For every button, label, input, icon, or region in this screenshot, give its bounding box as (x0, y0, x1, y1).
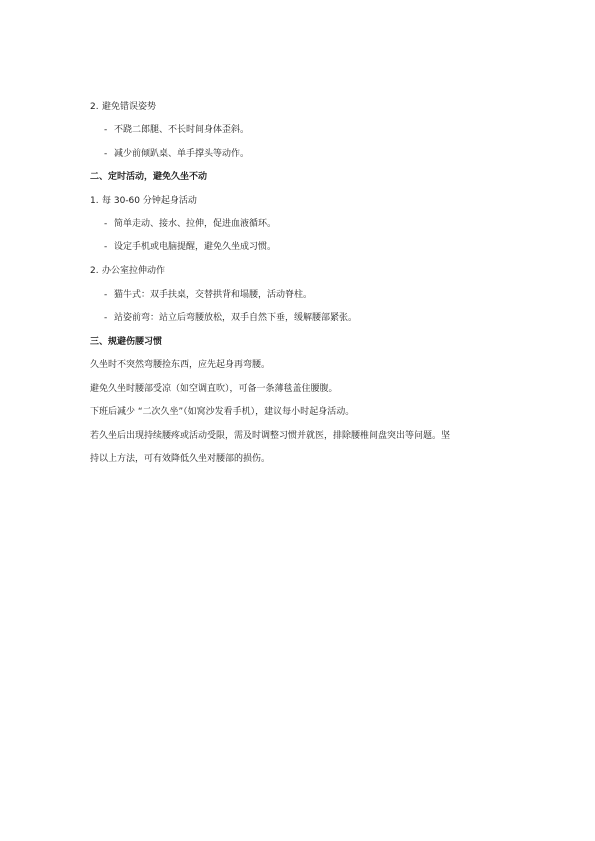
section-heading: 三、规避伤腰习惯 (90, 337, 163, 347)
bullet-marker: - (104, 125, 108, 135)
list-number: 1. (90, 196, 99, 206)
list-item-text: 不跷二郎腿、不长时间身体歪斜。 (114, 125, 250, 135)
paragraph: 持以上方法，可有效降低久坐对腰部的损伤。 (90, 454, 271, 464)
section-heading: 二、定时活动，避免久坐不动 (90, 172, 208, 182)
bullet-marker: - (104, 149, 108, 159)
bullet-marker: - (104, 290, 108, 300)
list-item-bullet (104, 124, 249, 136)
list-item-numbered (90, 195, 197, 207)
list-item-text: 设定手机或电脑提醒，避免久坐成习惯。 (114, 242, 277, 252)
list-item-text: 站姿前弯：站立后弯腰放松，双手自然下垂，缓解腰部紧张。 (114, 313, 358, 323)
list-number: 2. (90, 102, 99, 112)
bullet-marker: - (104, 219, 108, 229)
list-item-text: 办公室拉伸动作 (102, 266, 166, 276)
bullet-marker: - (104, 242, 108, 252)
paragraph: 若久坐后出现持续腰疼或活动受限，需及时调整习惯并就医，排除腰椎间盘突出等问题。坚 (90, 431, 451, 441)
list-item-numbered (90, 101, 156, 113)
list-item-text: 每 30-60 分钟起身活动 (102, 196, 197, 206)
list-item-bullet (104, 218, 276, 230)
list-item-text: 简单走动、接水、拉伸，促进血液循环。 (114, 219, 277, 229)
bullet-marker: - (104, 313, 108, 323)
list-item-bullet (104, 148, 249, 160)
paragraph: 久坐时不突然弯腰捡东西，应先起身再弯腰。 (90, 360, 271, 370)
list-item-text: 避免错误姿势 (102, 102, 157, 112)
list-item-bullet (104, 289, 312, 301)
list-number: 2. (90, 266, 99, 276)
list-item-bullet (104, 312, 357, 324)
list-item-bullet (104, 241, 276, 253)
list-item-numbered (90, 265, 165, 277)
list-item-text: 猫牛式：双手扶桌，交替拱背和塌腰，活动脊柱。 (114, 290, 313, 300)
paragraph: 下班后减少 “二次久坐”（如窝沙发看手机），建议每小时起身活动。 (90, 407, 355, 417)
paragraph: 避免久坐时腰部受凉（如空调直吹），可备一条薄毯盖住腰腹。 (90, 384, 338, 394)
list-item-text: 减少前倾趴桌、单手撑头等动作。 (114, 149, 250, 159)
